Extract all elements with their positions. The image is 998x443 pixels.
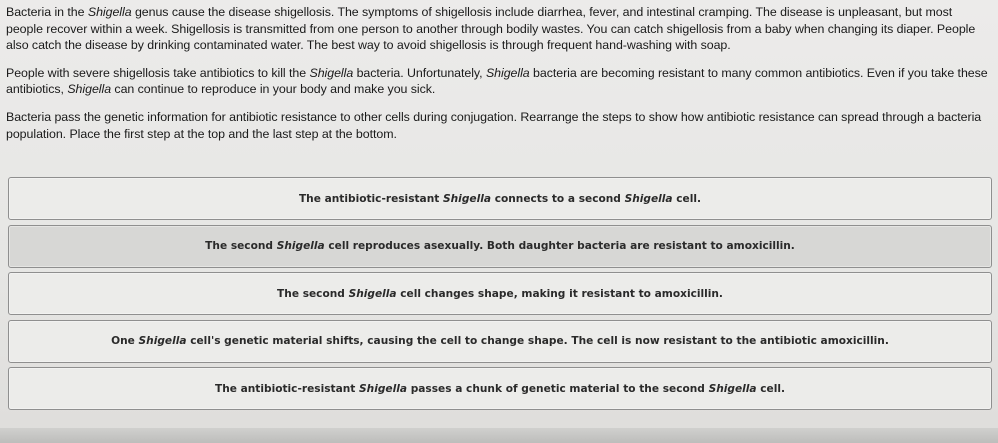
italic-term: Shigella (443, 192, 491, 205)
text-segment: can continue to reproduce in your body and make you sick. (111, 82, 436, 97)
step-label (215, 383, 785, 395)
italic-term: Shigella (708, 382, 757, 395)
italic-term: Shigella (348, 287, 397, 300)
text-segment: bacteria are becoming resistant to many common antibiotics. Even if you take these antibiotics, (6, 65, 988, 97)
text-segment: cell. (672, 192, 702, 205)
text-segment: cell. (756, 382, 786, 395)
draggable-step-2[interactable] (8, 225, 992, 268)
text-segment: The second (277, 287, 349, 300)
text-segment: Bacteria pass the genetic information for antibiotic resistance to other cells during conjugation. Rearrange the steps to show how antibiotic resistance can spread through a bacteria population. Place the first step at the top and the last step at the bottom. (6, 109, 982, 141)
text-segment: One (111, 335, 139, 347)
text-segment: The antibiotic-resistant (298, 192, 444, 205)
step-label (299, 193, 701, 205)
paragraph-text (6, 66, 988, 97)
text-segment: genus cause the disease shigellosis. The symptoms of shigellosis include diarrhea, fever, and intestinal cramping. The disease is unpleasant, but most people recover within a week. Shigellosis is transmitted from one person to another through bodily wastes. You can catch shigellosis from a baby when changing its diaper. People also catch the disease by drinking contaminated water. The best way to avoid shigellosis is through frequent hand-washing with soap. (6, 5, 976, 53)
text-segment: cell's genetic material shifts, causing the cell to change shape. The cell is now resistant to the antibiotic amoxicillin. (186, 335, 889, 347)
text-segment: cell reproduces asexually. Both daughter bacteria are resistant to amoxicillin. (324, 240, 795, 252)
italic-term: Shigella (276, 240, 325, 252)
text-segment: The second (205, 240, 277, 252)
bottom-bar (0, 428, 998, 443)
italic-term: Shigella (67, 82, 112, 97)
text-segment: cell changes shape, making it resistant to amoxicillin. (396, 287, 723, 300)
italic-term: Shigella (138, 335, 187, 347)
paragraph-text (6, 110, 981, 141)
step-label (277, 288, 723, 300)
text-segment: passes a chunk of genetic material to the second (407, 382, 709, 395)
draggable-step-4[interactable] (8, 320, 992, 363)
passage-paragraph-1 (6, 4, 991, 54)
draggable-step-1[interactable] (8, 177, 992, 220)
italic-term: Shigella (624, 192, 673, 205)
step-label (205, 240, 795, 252)
draggable-step-3[interactable] (8, 272, 992, 315)
paragraph-text (6, 5, 975, 52)
italic-term: Shigella (87, 5, 132, 19)
passage-paragraph-2 (6, 65, 991, 98)
italic-term: Shigella (309, 65, 354, 80)
instructions-paragraph (6, 109, 991, 142)
passage (6, 4, 991, 153)
ordering-list (8, 177, 992, 415)
step-label (111, 335, 889, 347)
text-segment: connects to a second (491, 192, 625, 205)
text-segment: The antibiotic-resistant (214, 382, 360, 395)
text-segment: bacteria. Unfortunately, (353, 65, 486, 80)
text-segment: People with severe shigellosis take antibiotics to kill the (6, 65, 310, 80)
italic-term: Shigella (359, 382, 408, 395)
italic-term: Shigella (485, 65, 530, 80)
draggable-step-5[interactable] (8, 367, 992, 410)
text-segment: Bacteria in the (6, 5, 88, 19)
